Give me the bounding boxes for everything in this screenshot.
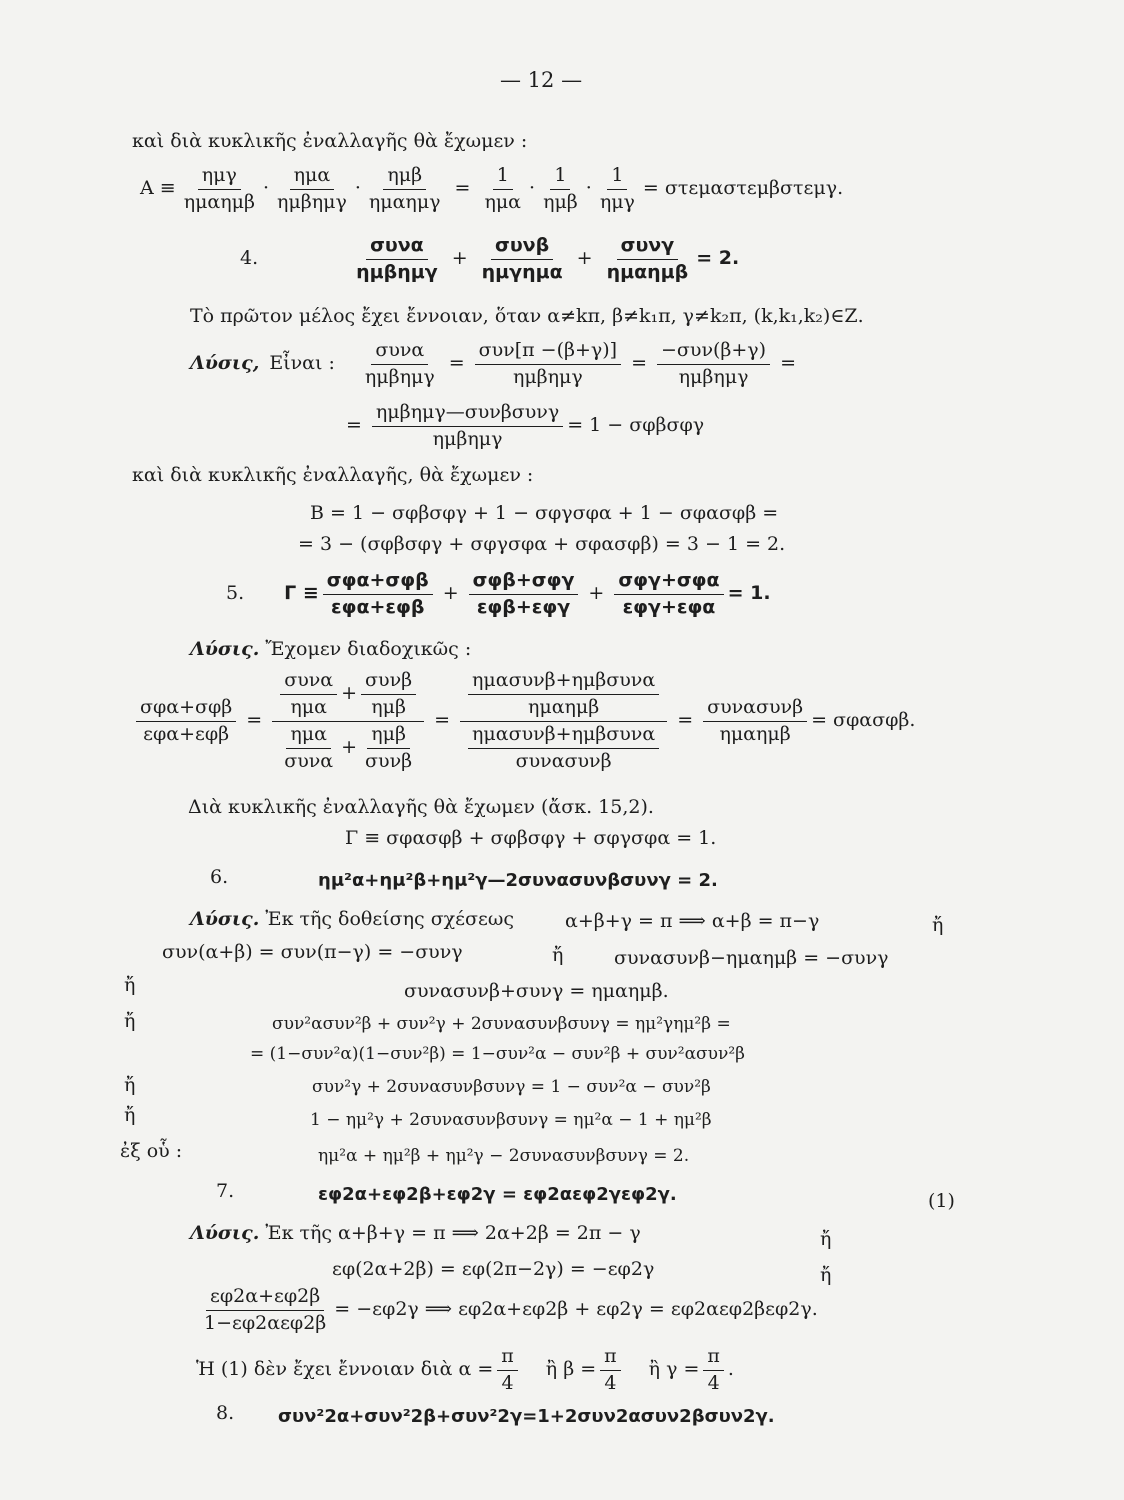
compound-fraction: συνα ημα + συνβ ημβ ημα συνα + ημβ συνβ [272, 668, 424, 774]
cyclic-line: Διὰ κυκλικῆς ἐναλλαγῆς θὰ ἔχωμεν (ἄσκ. 15,2). [188, 796, 654, 818]
problem-5-statement: 5. Γ ≡ σφα+σφβ εφα+εφβ + σφβ+σφγ εφβ+εφγ + σφγ+σφα εφγ+εφα = 1. [226, 569, 771, 618]
problem-number: 6. [210, 866, 229, 888]
hence-word: ἐξ οὗ : [120, 1140, 183, 1162]
problem-8-statement: συν²2α+συν²2β+συν²2γ=1+2συν2ασυν2βσυν2γ. [278, 1406, 775, 1427]
equation: εφ(2α+2β) = εφ(2π−2γ) = −εφ2γ [332, 1258, 655, 1280]
fraction: συν[π −(β+γ)] ημβημγ [475, 340, 621, 389]
fraction: 1 ημβ [543, 164, 578, 213]
problem-6-statement: ημ²α+ημ²β+ημ²γ—2συνασυνβσυνγ = 2. [318, 870, 718, 891]
solution-5-main: σφα+σφβ εφα+εφβ = συνα ημα + συνβ ημβ ημα συνα + ημβ συνβ = ημασυνβ+ημβσυνα ημαημβ ημασυνβ+ημβσυνα συνασυνβ = συνασυνβ ημαημβ = σφασφβ. [132, 668, 1124, 774]
fraction: ημγ ημαημβ [183, 164, 255, 213]
fraction: ημβημγ—συνβσυνγ ημβημγ [372, 402, 563, 451]
problem-number: 5. [226, 582, 245, 605]
fraction: συνβ ημγημα [481, 234, 563, 283]
fraction: σφα+σφβ εφα+εφβ [136, 697, 236, 746]
equation: ημ²α + ημ²β + ημ²γ − 2συνασυνβσυνγ = 2. [318, 1146, 690, 1166]
equation: συνασυνβ−ημαημβ = −συνγ [614, 947, 889, 969]
solution-7-line3: εφ2α+εφ2β 1−εφ2αεφ2β = −εφ2γ ⟹ εφ2α+εφ2β + εφ2γ = εφ2αεφ2βεφ2γ. [196, 1286, 1124, 1335]
or-word: ἤ [932, 914, 944, 936]
fraction: $\frac{\pi}{4}$ [497, 1346, 518, 1395]
lysis-label: Λύσις. [190, 1222, 260, 1244]
solution-7-line4: Ἡ (1) δὲν ἔχει ἔννοιαν διὰ α = $\frac{\pi}{4}$ ἢ β = $\frac{\pi}{4}$ ἢ γ = $\frac{\pi}{4}$ . [196, 1345, 734, 1394]
solution-4-line1: Λύσις, Εἶναι : συνα ημβημγ = συν[π −(β+γ)] ημβημγ = −συν(β+γ) ημβημγ = [190, 339, 796, 388]
problem-7-statement: εφ2α+εφ2β+εφ2γ = εφ2αεφ2γεφ2γ. [318, 1184, 677, 1205]
intro-line: καὶ διὰ κυκλικῆς ἐναλλαγῆς, θὰ ἔχωμεν : [132, 464, 534, 486]
fraction: συνα ημβημγ [364, 339, 435, 388]
solution-7-line1: Λύσις. Ἐκ τῆς α+β+γ = π ⟹ 2α+2β = 2π − γ [190, 1222, 641, 1244]
lysis-label: Λύσις. [190, 908, 260, 930]
fraction: 1 ημα [484, 164, 522, 213]
or-word: ἤ [820, 1264, 832, 1286]
or-word: ἤ [124, 1010, 136, 1032]
or-word: ἤ [820, 1228, 832, 1250]
equation-tag: (1) [928, 1190, 955, 1212]
equation: 1 − ημ²γ + 2συνασυνβσυνγ = ημ²α − 1 + ημ²β [310, 1110, 712, 1130]
compound-fraction: ημασυνβ+ημβσυνα ημαημβ ημασυνβ+ημβσυνα συνασυνβ [460, 668, 667, 774]
problem-4-statement: 4. συνα ημβημγ + συνβ ημγημα + συνγ ημαημβ = 2. [240, 234, 740, 283]
fraction: σφγ+σφα εφγ+εφα [614, 570, 723, 619]
or-word: ἤ [552, 944, 564, 966]
equation-a: Α ≡ ημγ ημαημβ · ημα ημβημγ · ημβ ημαημγ = 1 ημα · 1 ημβ · 1 ημγ = στεμαστεμβστεμγ. [140, 164, 844, 213]
problem-number: 4. [240, 247, 259, 270]
equation: συνασυνβ+συνγ = ημαημβ. [404, 980, 669, 1002]
fraction: συνασυνβ ημαημβ [703, 697, 807, 746]
equation: συν²ασυν²β + συν²γ + 2συνασυνβσυνγ = ημ²γημ²β = [272, 1014, 731, 1034]
equation: συν²γ + 2συνασυνβσυνγ = 1 − συν²α − συν²β [312, 1077, 711, 1097]
equation-b2: = 3 − (σφβσφγ + σφγσφα + σφασφβ) = 3 − 1 = 2. [298, 533, 786, 555]
fraction: εφ2α+εφ2β 1−εφ2αεφ2β [204, 1285, 327, 1334]
or-word: ἤ [124, 1074, 136, 1096]
fraction: σφβ+σφγ εφβ+εφγ [469, 570, 579, 619]
lysis-label: Λύσις, [190, 352, 260, 375]
page-number: — 12 — [500, 68, 583, 92]
fraction: συνα ημβημγ [356, 234, 438, 283]
fraction: συνγ ημαημβ [606, 234, 689, 283]
equation-gamma: Γ ≡ σφασφβ + σφβσφγ + σφγσφα = 1. [345, 827, 717, 849]
equation: = (1−συν²α)(1−συν²β) = 1−συν²α − συν²β + συν²ασυν²β [250, 1044, 745, 1064]
problem-number: 7. [216, 1180, 235, 1202]
fraction: $\frac{\pi}{4}$ [600, 1346, 621, 1395]
solution-5-intro: Λύσις. Ἔχομεν διαδοχικῶς : [190, 638, 472, 660]
equation: α+β+γ = π ⟹ α+β = π−γ [565, 910, 820, 932]
eq-a-lhs: Α ≡ [140, 177, 176, 200]
condition-line: Τὸ πρῶτον μέλος ἔχει ἔννοιαν, ὅταν α≠kπ, β≠k₁π, γ≠k₂π, (k,k₁,k₂)∈Ζ. [190, 305, 864, 327]
fraction: σφα+σφβ εφα+εφβ [323, 570, 433, 619]
solution-4-line2: = ημβημγ—συνβσυνγ ημβημγ = 1 − σφβσφγ [346, 401, 705, 450]
fraction: 1 ημγ [599, 164, 635, 213]
equation-b1: Β = 1 − σφβσφγ + 1 − σφγσφα + 1 − σφασφβ = [310, 502, 779, 524]
intro-line: καὶ διὰ κυκλικῆς ἐναλλαγῆς θὰ ἔχωμεν : [132, 130, 528, 152]
fraction: ημβ ημαημγ [368, 164, 441, 213]
fraction: ημα ημβημγ [277, 164, 347, 213]
or-word: ἤ [124, 1104, 136, 1126]
fraction: $\frac{\pi}{4}$ [703, 1346, 724, 1395]
equation: συν(α+β) = συν(π−γ) = −συνγ [162, 941, 463, 963]
lysis-label: Λύσις. [190, 638, 260, 660]
solution-6-line1: Λύσις. Ἐκ τῆς δοθείσης σχέσεως [190, 908, 514, 930]
fraction: −συν(β+γ) ημβημγ [657, 340, 770, 389]
problem-number: 8. [216, 1402, 235, 1424]
or-word: ἤ [124, 974, 136, 996]
